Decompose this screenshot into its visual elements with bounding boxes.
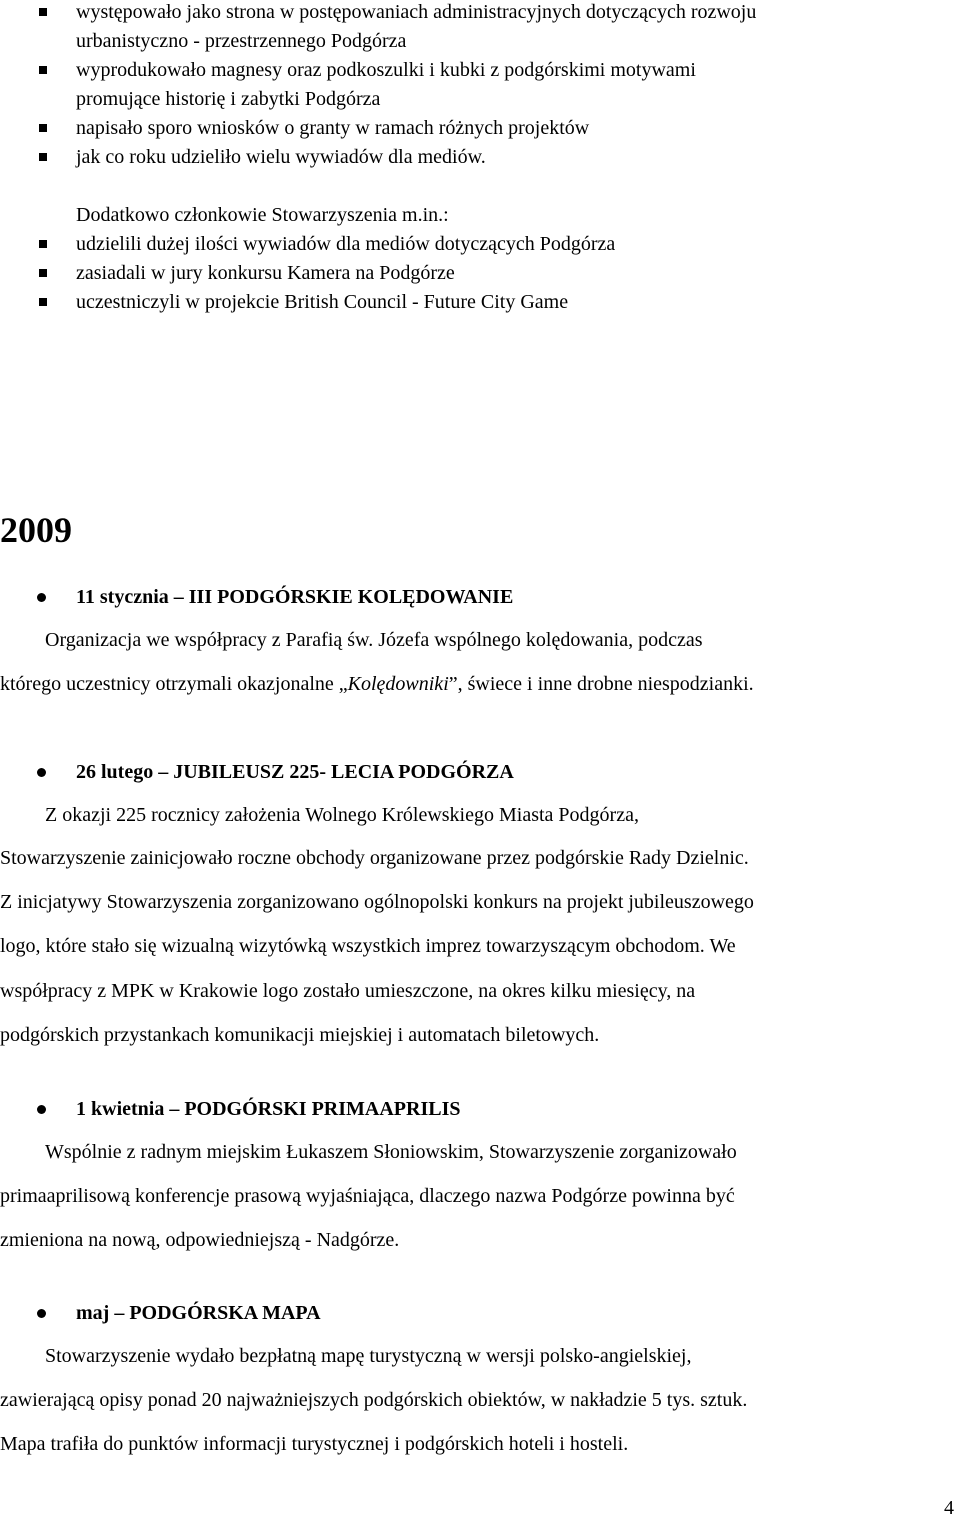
event-text-line: zawierającą opisy ponad 20 najważniejszych podgórskich obiektów, w nakładzie 5 tys. sztuk. [0, 1389, 748, 1411]
square-bullet-icon [39, 269, 47, 277]
square-bullet-icon [39, 8, 47, 16]
event-text-line: Z okazji 225 rocznicy założenia Wolnego Królewskiego Miasta Podgórza, [45, 804, 639, 826]
event-heading: 26 lutego – JUBILEUSZ 225- LECIA PODGÓRZA [76, 761, 514, 783]
event-text-part: którego uczestnicy otrzymali okazjonalne „ [0, 673, 348, 695]
round-bullet-icon [37, 1309, 46, 1318]
intro-item: jak co roku udzieliło wielu wywiadów dla mediów. [76, 146, 486, 168]
round-bullet-icon [37, 593, 46, 602]
members-item: udzielili dużej ilości wywiadów dla mediów dotyczących Podgórza [76, 233, 616, 255]
members-item: zasiadali w jury konkursu Kamera na Podgórze [76, 262, 455, 284]
event-heading: maj – PODGÓRSKA MAPA [76, 1302, 321, 1324]
members-intro: Dodatkowo członkowie Stowarzyszenia m.in.: [76, 204, 449, 226]
round-bullet-icon [37, 768, 46, 777]
event-text-line: podgórskich przystankach komunikacji miejskiej i automatach biletowych. [0, 1024, 600, 1046]
event-text-line: Stowarzyszenie zainicjowało roczne obchody organizowane przez podgórskie Rady Dzielnic. [0, 847, 749, 869]
event-text-line: Stowarzyszenie wydało bezpłatną mapę turystyczną w wersji polsko-angielskiej, [45, 1345, 692, 1367]
square-bullet-icon [39, 153, 47, 161]
event-text-line: Mapa trafiła do punktów informacji turystycznej i podgórskich hoteli i hosteli. [0, 1433, 629, 1455]
square-bullet-icon [39, 298, 47, 306]
event-text-line: primaaprilisową konferencje prasową wyjaśniająca, dlaczego nazwa Podgórze powinna być [0, 1185, 735, 1207]
event-text-line: Wspólnie z radnym miejskim Łukaszem Słoniowskim, Stowarzyszenie zorganizowało [45, 1141, 737, 1163]
square-bullet-icon [39, 240, 47, 248]
square-bullet-icon [39, 124, 47, 132]
event-text-part: ”, świece i inne drobne niespodzianki. [448, 673, 754, 695]
event-text-line: Organizacja we współpracy z Parafią św. Józefa wspólnego kolędowania, podczas [45, 629, 703, 651]
event-text-line: logo, które stało się wizualną wizytówką wszystkich imprez towarzyszącym obchodom. We [0, 935, 736, 957]
members-item: uczestniczyli w projekcie British Council - Future City Game [76, 291, 569, 313]
intro-item-continuation: urbanistyczno - przestrzennego Podgórza [76, 30, 407, 52]
event-text-italic: Kolędowniki [347, 673, 449, 695]
intro-item: występowało jako strona w postępowaniach administracyjnych dotyczących rozwoju [76, 1, 757, 23]
event-text-line: Z inicjatywy Stowarzyszenia zorganizowano ogólnopolski konkurs na projekt jubileuszowego [0, 891, 754, 913]
page-number: 4 [944, 1497, 954, 1519]
intro-item: wyprodukowało magnesy oraz podkoszulki i kubki z podgórskimi motywami [76, 59, 696, 81]
event-text-line [0, 672, 754, 696]
square-bullet-icon [39, 66, 47, 74]
intro-item-continuation: promujące historię i zabytki Podgórza [76, 88, 381, 110]
event-heading: 11 stycznia – III PODGÓRSKIE KOLĘDOWANIE [76, 586, 514, 608]
round-bullet-icon [37, 1105, 46, 1114]
event-heading: 1 kwietnia – PODGÓRSKI PRIMAAPRILIS [76, 1098, 461, 1120]
intro-item: napisało sporo wniosków o granty w ramach różnych projektów [76, 117, 590, 139]
year-heading: 2009 [0, 510, 72, 550]
event-text-line: zmieniona na nową, odpowiedniejszą - Nadgórze. [0, 1229, 400, 1251]
event-text-line: współpracy z MPK w Krakowie logo zostało umieszczone, na okres kilku miesięcy, na [0, 980, 696, 1002]
